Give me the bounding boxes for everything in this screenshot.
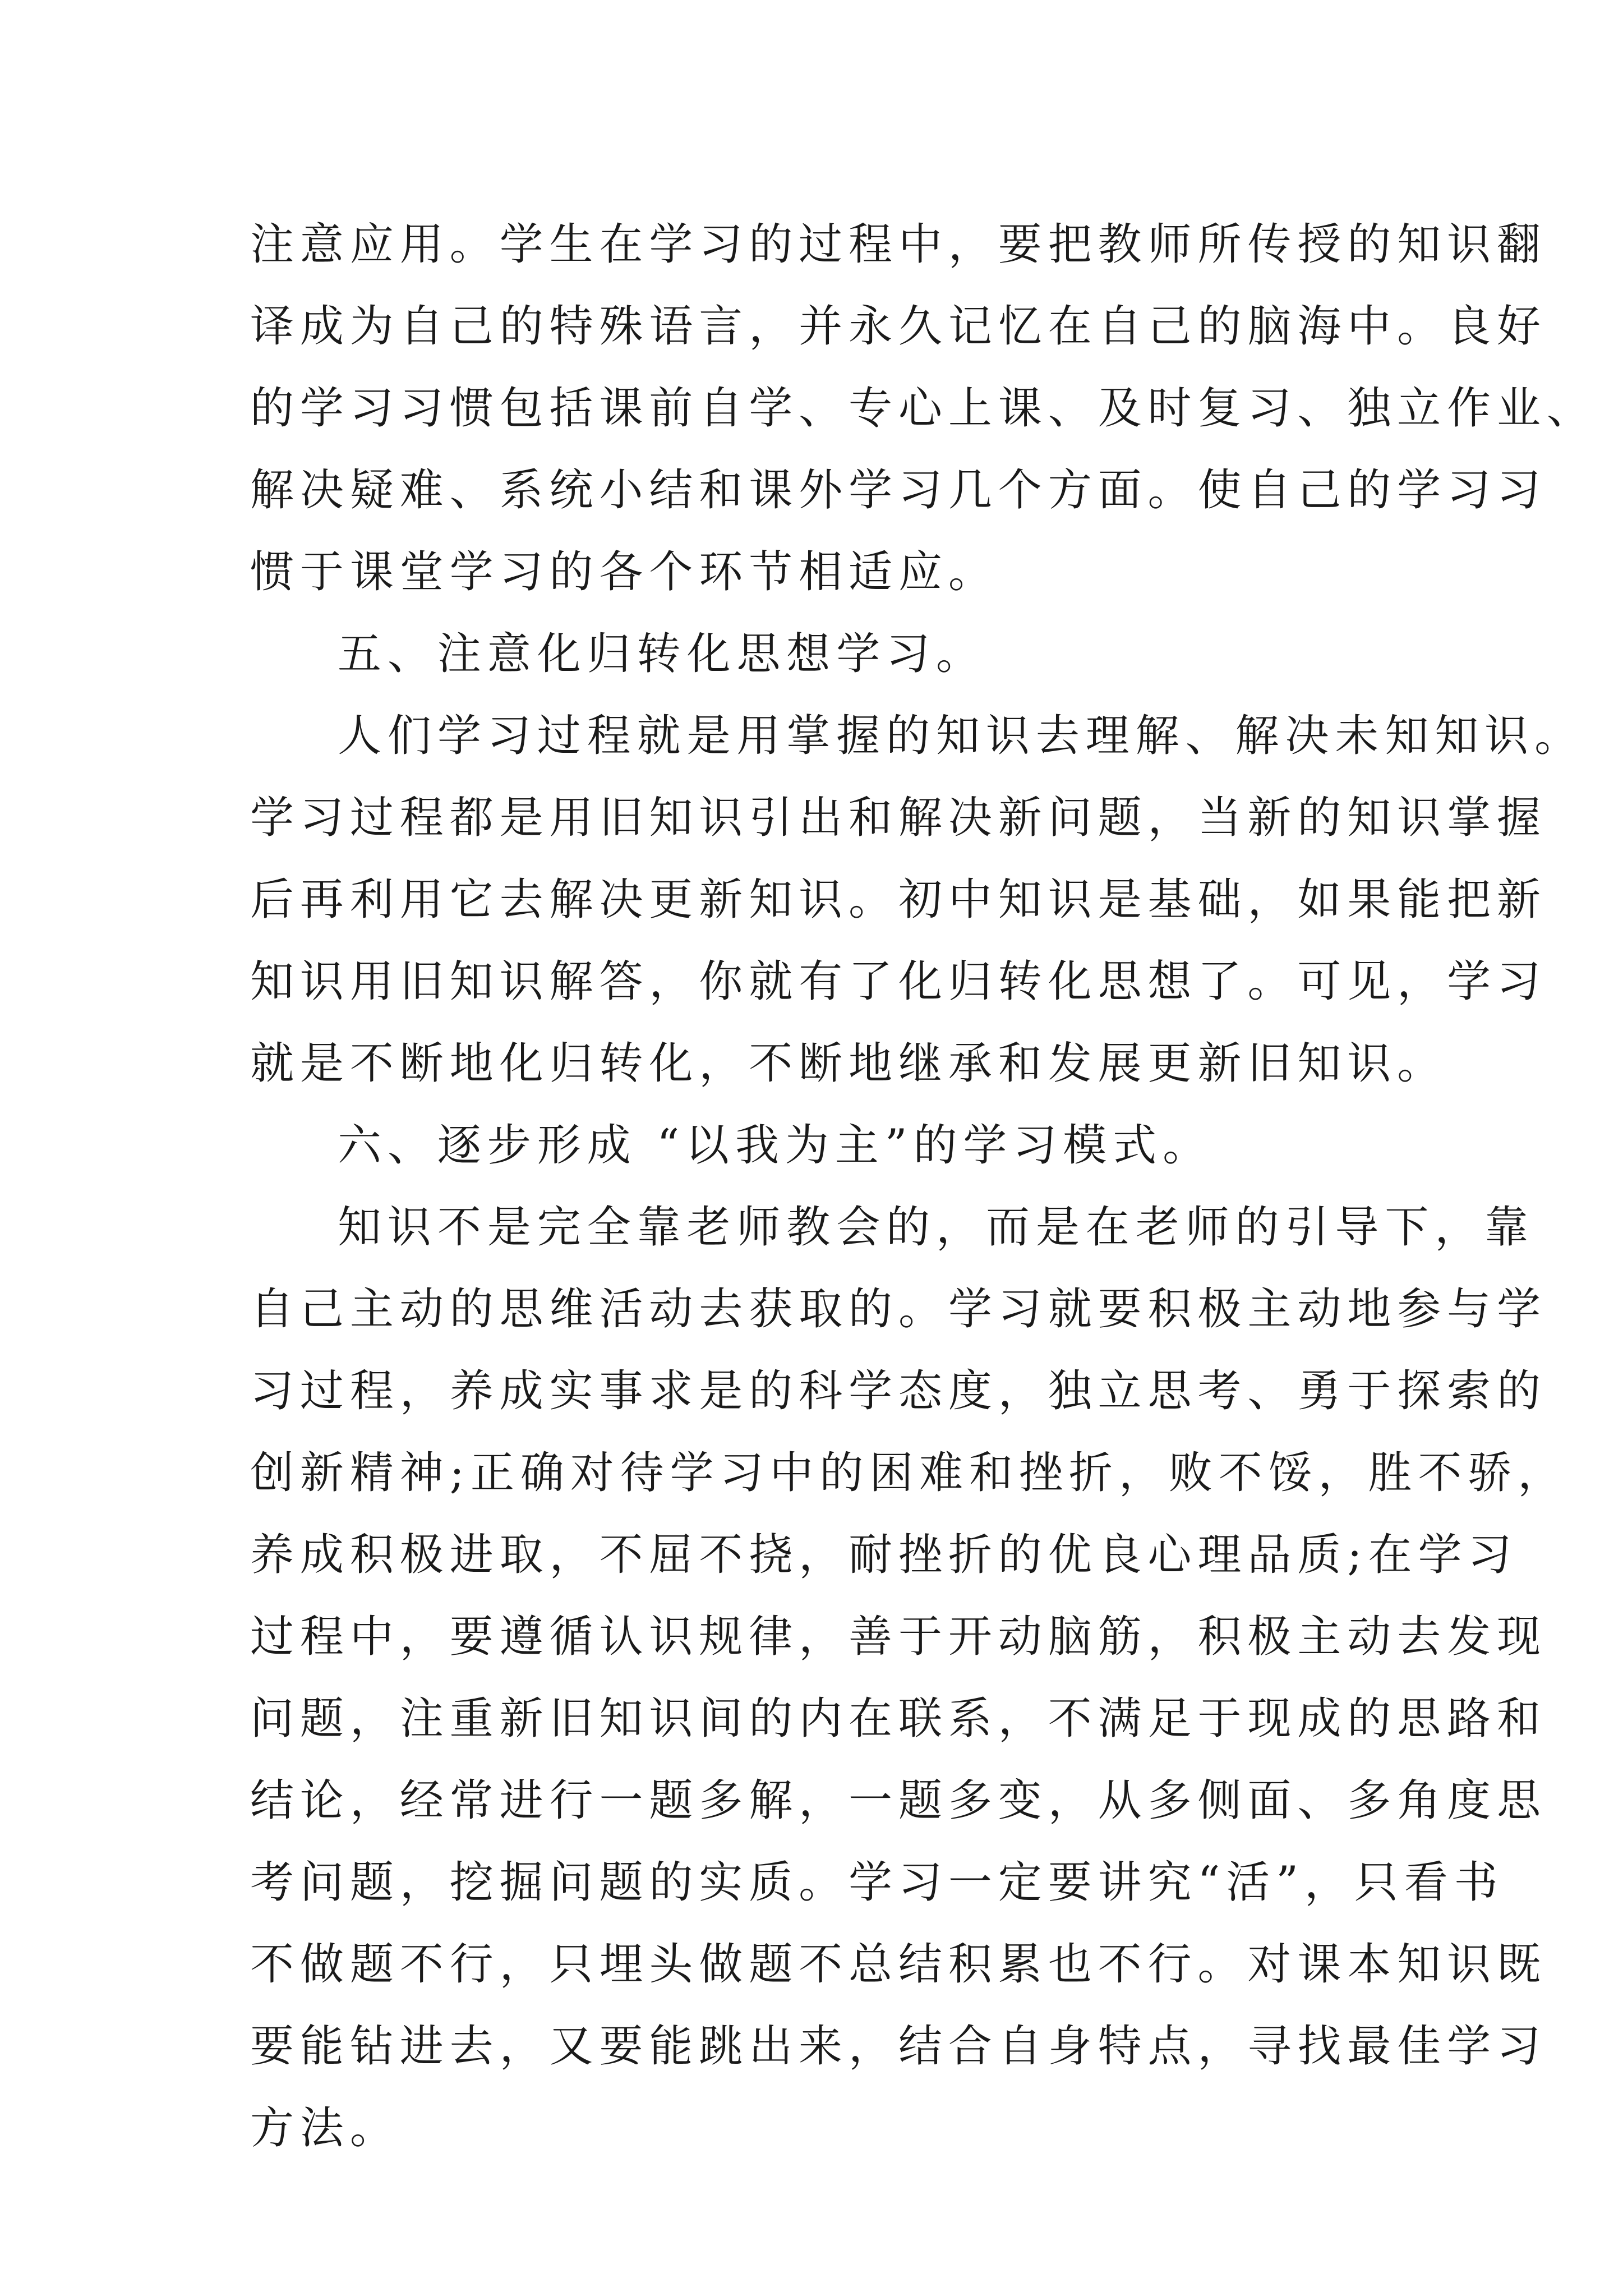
text-line: 就是不断地化归转化，不断地继承和发展更新旧知识。	[250, 1038, 1447, 1089]
body-text	[250, 204, 1597, 2169]
text-line: 方法。	[250, 2103, 400, 2154]
text-line: 考问题，挖掘问题的实质。学习一定要讲究“活”，只看书	[250, 1857, 1504, 1908]
text-line: 要能钻进去，又要能跳出来，结合自身特点，寻找最佳学习	[250, 2021, 1547, 2072]
text-line: 结论，经常进行一题多解，一题多变，从多侧面、多角度思	[250, 1775, 1547, 1826]
text-line: 养成积极进取，不屈不挠，耐挫折的优良心理品质;在学习	[250, 1530, 1518, 1580]
text-line: 解决疑难、系统小结和课外学习几个方面。使自己的学习习	[250, 465, 1547, 516]
section-heading: 六、逐步形成 “以我为主”的学习模式。	[338, 1120, 1213, 1171]
text-line: 人们学习过程就是用掌握的知识去理解、解决未知知识。	[338, 711, 1585, 761]
text-line: 不做题不行，只埋头做题不总结积累也不行。对课本知识既	[250, 1939, 1547, 1990]
text-line: 注意应用。学生在学习的过程中，要把教师所传授的知识翻	[250, 219, 1547, 270]
text-line: 惯于课堂学习的各个环节相适应。	[250, 547, 998, 597]
text-line: 的学习习惯包括课前自学、专心上课、及时复习、独立作业、	[250, 383, 1597, 434]
section-heading: 五、注意化归转化思想学习。	[338, 629, 986, 679]
text-line: 问题，注重新旧知识间的内在联系，不满足于现成的思路和	[250, 1694, 1547, 1744]
text-line: 习过程，养成实事求是的科学态度，独立思考、勇于探索的	[250, 1366, 1547, 1416]
text-line: 知识不是完全靠老师教会的，而是在老师的引导下，靠	[338, 1202, 1535, 1253]
text-line: 知识用旧知识解答，你就有了化归转化思想了。可见，学习	[250, 956, 1547, 1007]
text-line: 自己主动的思维活动去获取的。学习就要积极主动地参与学	[250, 1284, 1547, 1335]
text-line: 过程中，要遵循认识规律，善于开动脑筋，积极主动去发现	[250, 1612, 1547, 1662]
text-line: 学习过程都是用旧知识引出和解决新问题，当新的知识掌握	[250, 793, 1547, 843]
text-line: 创新精神;正确对待学习中的困难和挫折，败不馁，胜不骄，	[250, 1448, 1568, 1498]
text-line: 译成为自己的特殊语言，并永久记忆在自己的脑海中。良好	[250, 301, 1547, 352]
text-line: 后再利用它去解决更新知识。初中知识是基础，如果能把新	[250, 875, 1547, 925]
